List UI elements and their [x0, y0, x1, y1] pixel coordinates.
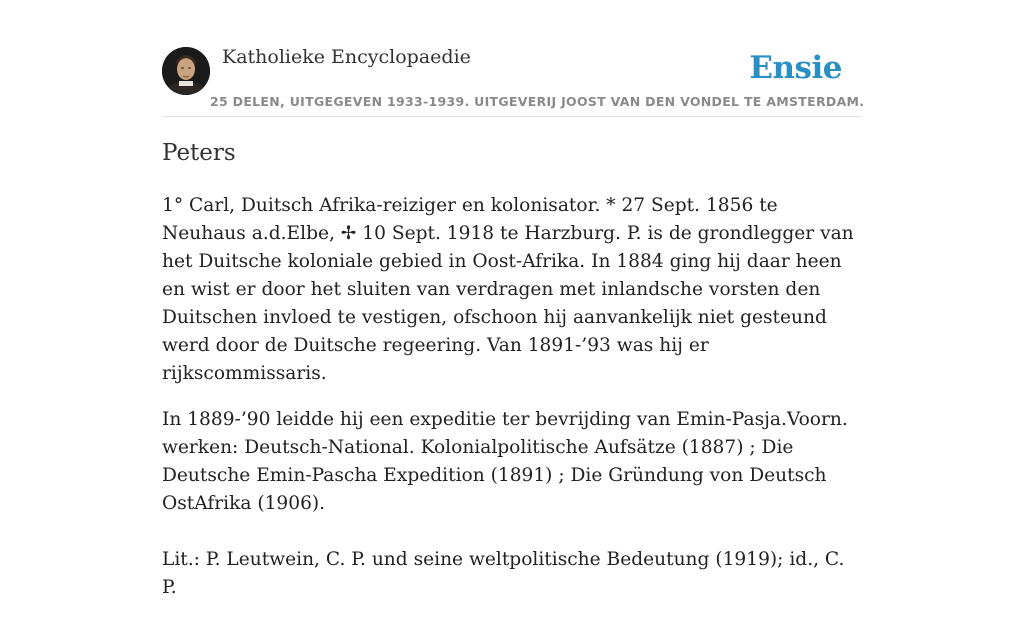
publication-subtitle: 25 DELEN, UITGEGEVEN 1933-1939. UITGEVERIJ JOOST VAN DEN VONDEL TE AMSTERDAM.	[210, 94, 865, 109]
article-paragraph: 1° Carl, Duitsch Afrika-reiziger en kolonisator. * 27 Sept. 1856 te Neuhaus a.d.Elbe, ✢ 10 Sept. 1918 te Harzburg. P. is de grondlegger van het Duitsche koloniale gebied in Oost-Afrika. In 1884 ging hij daar heen en wist er door het sluiten van verdragen met inlandsche vorsten den Duitschen invloed te vestigen, ofschoon hij aanvankelijk niet gesteund werd door de Duitsche regeering. Van 1891-’93 was hij er rijkscommissaris.	[162, 195, 854, 384]
portrait-avatar-icon[interactable]	[162, 47, 210, 95]
publication-title[interactable]: Katholieke Encyclopaedie	[222, 46, 471, 68]
article-title: Peters	[162, 140, 236, 166]
literature-paragraph: Lit.: P. Leutwein, C. P. und seine weltpolitische Bedeutung (1919); id., C. P.	[162, 549, 845, 598]
page	[162, 0, 865, 598]
ensie-logo[interactable]: Ensie	[749, 50, 842, 86]
article-paragraph: In 1889-’90 leidde hij een expeditie ter bevrijding van Emin-Pasja.Voorn. werken: Deutsch-National. Kolonialpolitische Aufsätze (1887) ; Die Deutsche Emin-Pascha Expedition (1891) ; Die Gründung von Deutsch OstAfrika (1906).	[162, 409, 848, 514]
article-body	[162, 192, 862, 620]
publication-header	[162, 0, 865, 117]
